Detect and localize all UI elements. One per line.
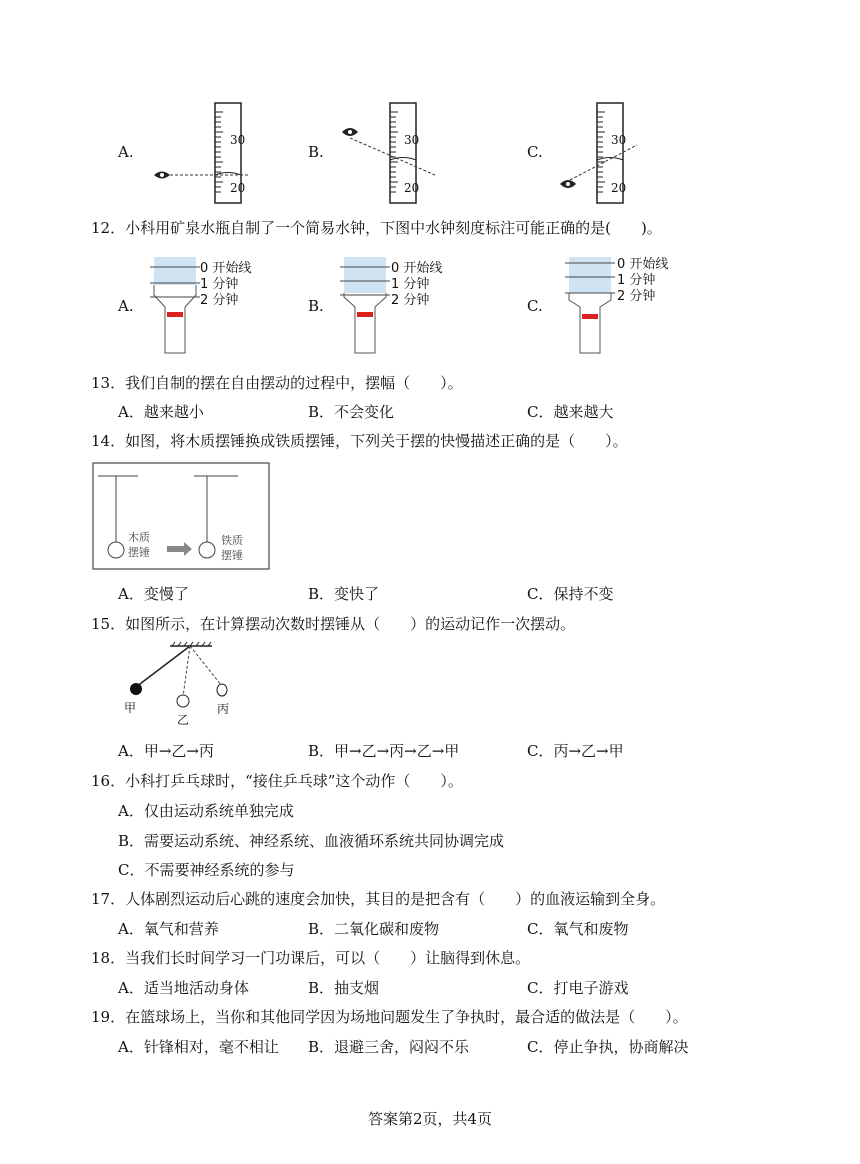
q17-text: 17．人体剧烈运动后心跳的速度会加快，其目的是把含有（ ）的血液运输到全身。 (91, 890, 666, 908)
q17-option-a: A．氧气和营养 (118, 920, 219, 938)
q19-option-a: A．针锋相对，毫不相让 (118, 1038, 279, 1056)
q12-a-label-1: 1 分钟 (200, 277, 239, 292)
q16-text: 16．小科打乒乓球时，“接住乒乓球”这个动作（ ）。 (91, 772, 463, 790)
q12-option-c: C. (527, 297, 543, 315)
q17-option-c: C．氧气和废物 (527, 920, 629, 938)
q11-option-a: A. (118, 143, 134, 161)
q15-option-a: A．甲→乙→丙 (118, 742, 214, 760)
q12-a-label-0: 0 开始线 (200, 261, 252, 276)
q12-c-label-0: 0 开始线 (617, 257, 669, 272)
q14-option-a: A．变慢了 (118, 585, 189, 603)
q12-c-label-1: 1 分钟 (617, 273, 656, 288)
page-footer: 答案第2页，共4页 (367, 1110, 493, 1128)
q12-text: 12．小科用矿泉水瓶自制了一个简易水钟，下图中水钟刻度标注可能正确的是( )。 (91, 219, 662, 237)
q17-option-b: B．二氧化碳和废物 (308, 920, 440, 938)
q16-option-b: B．需要运动系统、神经系统、血液循环系统共同协调完成 (118, 832, 505, 850)
q15-text: 15．如图所示，在计算摆动次数时摆锤从（ ）的运动记作一次摆动。 (91, 615, 576, 633)
q19-option-b: B．退避三舍，闷闷不乐 (308, 1038, 470, 1056)
q14-pendulum-figure (92, 462, 272, 572)
q12-b-label-0: 0 开始线 (391, 261, 443, 276)
q13-text: 13．我们自制的摆在自由摆动的过程中，摆幅（ ）。 (91, 374, 463, 392)
q18-text: 18．当我们长时间学习一门功课后，可以（ ）让脑得到休息。 (91, 949, 531, 967)
q14-iron-label-1: 铁质 (221, 534, 243, 547)
q14-option-c: C．保持不变 (527, 585, 614, 603)
q14-text: 14．如图，将木质摆锤换成铁质摆锤，下列关于摆的快慢描述正确的是（ ）。 (91, 432, 628, 450)
q12-option-b: B. (308, 297, 324, 315)
q12-bottle-b-figure (340, 255, 390, 355)
q12-b-label-2: 2 分钟 (391, 293, 430, 308)
q14-option-b: B．变快了 (308, 585, 380, 603)
q14-wood-label-2: 摆锤 (128, 546, 150, 559)
q11-a-mark-20: 20 (230, 181, 246, 195)
q16-option-a: A．仅由运动系统单独完成 (118, 802, 294, 820)
q12-bottle-a-figure (150, 255, 200, 355)
q13-option-b: B．不会变化 (308, 403, 395, 421)
q14-wood-label-1: 木质 (128, 531, 150, 544)
q19-text: 19．在篮球场上，当你和其他同学因为场地问题发生了争执时，最合适的做法是（ ）。 (91, 1008, 688, 1026)
q11-c-mark-30: 30 (611, 133, 627, 147)
q15-option-c: C．丙→乙→甲 (527, 742, 624, 760)
q11-option-c: C. (527, 143, 543, 161)
q15-label-bing: 丙 (217, 702, 230, 716)
q15-label-jia: 甲 (124, 701, 137, 715)
q15-option-b: B．甲→乙→丙→乙→甲 (308, 742, 460, 760)
q11-b-mark-20: 20 (404, 181, 420, 195)
q12-option-a: A. (118, 297, 134, 315)
q19-option-c: C．停止争执，协商解决 (527, 1038, 689, 1056)
q18-option-c: C．打电子游戏 (527, 979, 629, 997)
q12-a-label-2: 2 分钟 (200, 293, 239, 308)
q18-option-a: A．适当地活动身体 (118, 979, 249, 997)
q13-option-c: C．越来越大 (527, 403, 614, 421)
q14-iron-label-2: 摆锤 (221, 549, 243, 562)
q18-option-b: B．抽支烟 (308, 979, 380, 997)
q12-bottle-c-figure (565, 255, 615, 355)
q11-option-b: B. (308, 143, 324, 161)
q11-c-mark-20: 20 (611, 181, 627, 195)
q12-c-label-2: 2 分钟 (617, 289, 656, 304)
q12-b-label-1: 1 分钟 (391, 277, 430, 292)
q11-a-mark-30: 30 (230, 133, 246, 147)
q13-option-a: A．越来越小 (118, 403, 204, 421)
q16-option-c: C．不需要神经系统的参与 (118, 861, 295, 879)
q11-cylinder-b-figure (340, 100, 460, 205)
q11-b-mark-30: 30 (404, 133, 420, 147)
q15-label-yi: 乙 (177, 713, 190, 727)
